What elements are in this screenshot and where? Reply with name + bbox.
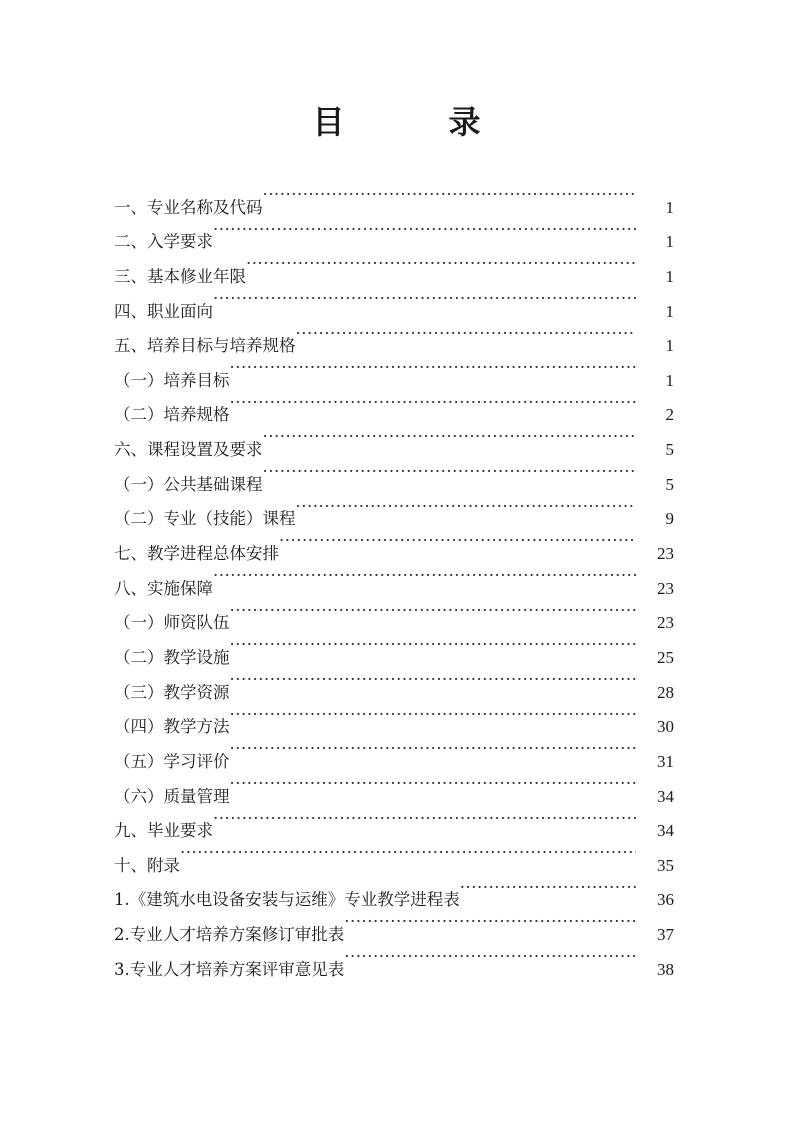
toc-entry-page-number: 37 [657,925,674,945]
toc-list [114,178,674,979]
toc-entry-page-number: 25 [657,647,674,667]
toc-entry[interactable] [114,871,674,910]
toc-entry-label: （六）质量管理 [114,786,230,806]
toc-dot-leader [246,247,636,282]
toc-entry-label: 三、基本修业年限 [114,266,246,286]
toc-entry-label: （二）专业（技能）课程 [114,509,296,529]
toc-entry-label: 十、附录 [114,855,180,875]
toc-entry-page-number: 1 [665,266,674,286]
toc-entry-page-number: 23 [657,544,674,564]
toc-entry-label: 七、教学进程总体安排 [114,544,279,564]
toc-dot-leader [230,628,637,663]
toc-dot-leader [296,317,637,352]
toc-entry-label: （四）教学方法 [114,717,230,737]
toc-entry-page-number: 1 [665,336,674,356]
toc-entry-page-number: 30 [657,717,674,737]
toc-entry-page-number: 35 [657,855,674,875]
toc-dot-leader [263,178,637,213]
toc-entry-label: 一、专业名称及代码 [114,197,263,217]
toc-entry-label: 2.专业人才培养方案修订审批表 [114,925,345,945]
toc-entry[interactable] [114,178,674,217]
toc-dot-leader [230,386,637,421]
toc-entry-label: （一）公共基础课程 [114,474,263,494]
toc-dot-leader [230,698,637,733]
toc-dot-leader [263,455,637,490]
toc-dot-leader [213,802,636,837]
toc-entry-label: （一）培养目标 [114,370,230,390]
toc-dot-leader [263,420,637,455]
toc-entry-page-number: 36 [657,890,674,910]
toc-entry-page-number: 1 [665,232,674,252]
toc-dot-leader [230,594,637,629]
toc-entry-page-number: 34 [657,821,674,841]
toc-entry-page-number: 1 [665,370,674,390]
toc-entry-page-number: 5 [665,440,674,460]
toc-entry-label: 二、入学要求 [114,232,213,252]
toc-entry-page-number: 31 [657,751,674,771]
toc-dot-leader [180,836,636,871]
toc-dot-leader [230,732,637,767]
toc-entry-label: 四、职业面向 [114,301,213,321]
toc-entry-page-number: 2 [665,405,674,425]
toc-entry-label: 1.《建筑水电设备安装与运维》专业教学进程表 [114,890,460,910]
toc-entry-label: 五、培养目标与培养规格 [114,336,296,356]
toc-entry-page-number: 34 [657,786,674,806]
toc-entry-page-number: 23 [657,613,674,633]
toc-dot-leader [213,282,636,317]
toc-entry-label: 六、课程设置及要求 [114,440,263,460]
toc-dot-leader [296,490,637,525]
toc-entry-label: 3.专业人才培养方案评审意见表 [114,959,345,979]
toc-entry-page-number: 9 [665,509,674,529]
toc-entry-page-number: 28 [657,682,674,702]
toc-entry-label: （五）学习评价 [114,751,230,771]
toc-dot-leader [213,559,636,594]
toc-dot-leader [279,524,636,559]
toc-entry-page-number: 38 [657,959,674,979]
toc-entry-label: （二）培养规格 [114,405,230,425]
toc-dot-leader [230,663,637,698]
toc-entry-page-number: 23 [657,578,674,598]
toc-title: 目 录 [312,103,517,141]
toc-dot-leader [213,213,636,248]
toc-entry[interactable] [114,836,674,875]
toc-entry-label: （一）师资队伍 [114,613,230,633]
toc-entry-page-number: 1 [665,197,674,217]
toc-dot-leader [460,871,636,906]
toc-dot-leader [344,905,636,940]
toc-entry-page-number: 5 [665,474,674,494]
toc-entry-label: 八、实施保障 [114,578,213,598]
toc-dot-leader [230,351,637,386]
toc-entry-label: （二）教学设施 [114,647,230,667]
toc-entry-page-number: 1 [665,301,674,321]
toc-entry-label: （三）教学资源 [114,682,230,702]
toc-dot-leader [230,767,637,802]
toc-dot-leader [344,940,636,975]
toc-entry-label: 九、毕业要求 [114,821,213,841]
